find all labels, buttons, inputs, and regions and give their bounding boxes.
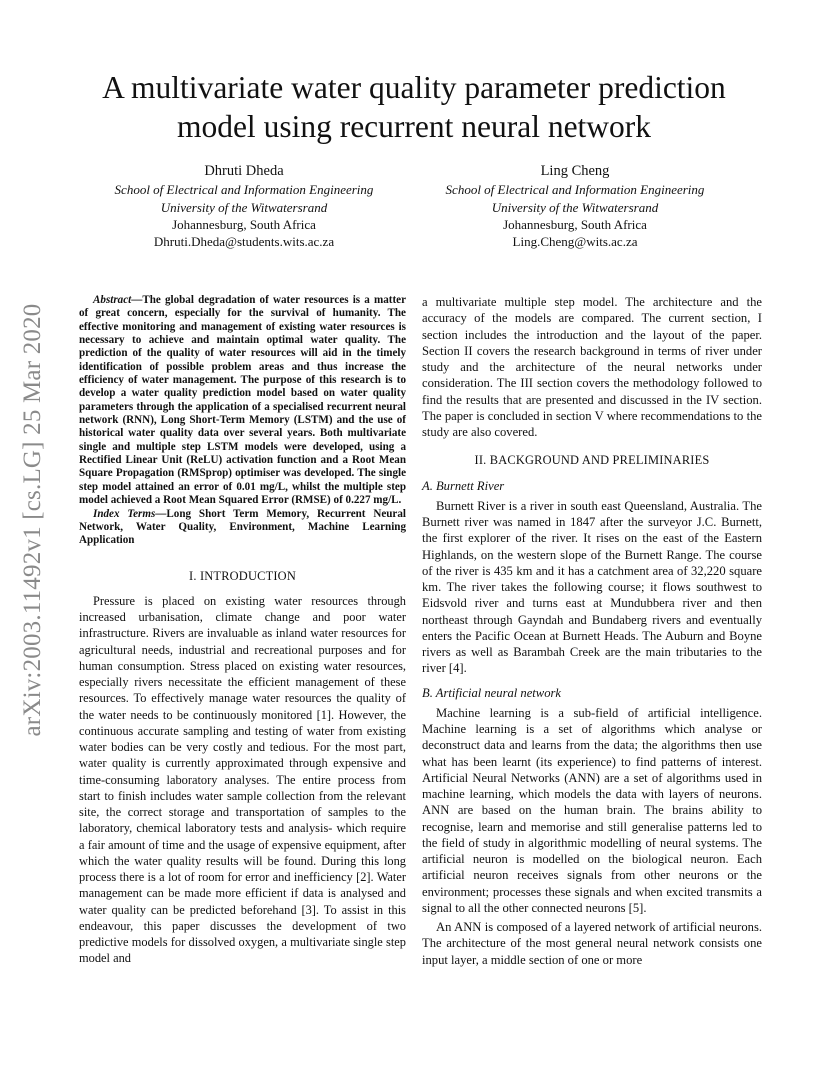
intro-paragraph-continued: a multivariate multiple step model. The architecture and the accuracy of the models are compared. The current section, I section includes the introduction and the layout of the paper. Section II covers the research background in terms of river under study and the architecture of the neural networks under consideration. The III section covers the methodology followed to find the results that are presented and discussed in the IV section. The paper is concluded in section V where recommendations to the study are also covered. — [422, 295, 762, 439]
subsection-heading-burnett-river: A. Burnett River — [422, 478, 505, 493]
section-heading-introduction: I. INTRODUCTION — [189, 568, 296, 583]
intro-paragraph-1: Pressure is placed on existing water resources through increased urbanisation, climate change and poor water infrastructure. Rivers are invaluable as inland water resources for agricultural needs, industrial and recreational purposes and for human consumption. Stress placed on existing water resources, especially rivers necessitate the efficient management of these resources. To effectively manage water resources the quality of the water needs to be continuously monitored [1]. However, the continuous accurate sampling and testing of water from existing water bodies can be very costly and tedious. For the most part, water quality is currently approximated through expensive and time-consuming laboratory analyses. The entire process from start to finish includes water sample collection from the relevant site, the correct storage and transportation of samples to the laboratory, chemical laboratory tests and analysis- which require a fair amount of time and the usage of expensive equipment, after which the water quality results will be found. During this long process there is a lot of room for error and inefficiency [2]. Water management can be made more efficient if data is analysed and water quality can be predicted beforehand [3]. To assist in this endeavour, this paper discusses the development of two predictive models for dissolved oxygen, a multivariate single step model and — [79, 593, 406, 966]
index-terms — [79, 508, 406, 548]
author-block-1 — [74, 163, 414, 250]
section-heading-background: II. BACKGROUND AND PRELIMINARIES — [474, 453, 710, 468]
index-terms-label: Index Terms — [93, 507, 156, 520]
author-university: University of the Witwatersrand — [491, 199, 659, 215]
author-name: Dhruti Dheda — [204, 163, 284, 179]
ann-paragraph-1: Machine learning is a sub-field of artificial intelligence. Machine learning is a set of algorithms which analyse or deconstruct data and learns from the data; the algorithms then use what has been learnt (its experience) to find patterns of interest. Artificial Neural Networks (ANN) are a set of algorithms used in machine learning, which models the data with layers of neurons. ANN are based on the human brain. The brains ability to recognise, learn and memorise and still generalise patterns led to the field of study in algorithmic modelling of neural systems. The artificial neuron is modelled on the biological neuron. Each artificial neuron receives signals from other neurons or the environment; processes these signals and when excited transmits a signal to all the other connected neurons [5]. — [422, 705, 762, 915]
left-column — [79, 294, 406, 967]
index-terms-text: —Long Short Term Memory, Recurrent Neural Network, Water Quality, Environment, Machine Learning Application — [79, 507, 406, 547]
author-university: University of the Witwatersrand — [160, 199, 328, 215]
subsection-heading-ann: B. Artificial neural network — [422, 685, 561, 700]
right-column — [422, 294, 762, 968]
title-line-2: model using recurrent neural network — [176, 109, 652, 144]
arxiv-side-stamp: arXiv:2003.11492v1 [cs.LG] 25 Mar 2020 — [19, 303, 46, 737]
author-email[interactable]: Ling.Cheng@wits.ac.za — [512, 234, 638, 250]
abstract-text: —The global degradation of water resources is a matter of great concern, especially for the survival of humanity. The effective monitoring and management of existing water resources is necessary to achieve and maintain optimal water quality. The prediction of the quality of water resources will aid in the timely identification of possible problem areas and thus increase the efficiency of water management. The purpose of this research is to develop a water quality prediction model based on water quality parameters through the application of a specialised recurrent neural network (RNN), Long Short-Term Memory (LSTM) and the use of historical water quality data over several years. Both multivariate single and multiple step LSTM models were developed, using a Rectified Linear Unit (ReLU) activation function and a Root Mean Square Propagation (RMSprop) optimiser was developed. The single step model attained an error of 0.01 mg/L, whilst the multiple step model achieved a Root Mean Squared Error (RMSE) of 0.227 mg/L. — [79, 294, 406, 507]
author-block-2 — [405, 163, 745, 250]
author-name: Ling Cheng — [540, 163, 610, 179]
ann-paragraph-2: An ANN is composed of a layered network of artificial neurons. The architecture of the most general neural network consists one input layer, a middle section of one or more — [422, 920, 762, 967]
author-email[interactable]: Dhruti.Dheda@students.wits.ac.za — [153, 234, 335, 250]
author-affiliation: School of Electrical and Information Engineering — [114, 182, 374, 198]
author-affiliation: School of Electrical and Information Engineering — [445, 182, 705, 198]
author-location: Johannesburg, South Africa — [503, 216, 647, 232]
abstract-label: Abstract — [93, 294, 132, 306]
burnett-paragraph: Burnett River is a river in south east Queensland, Australia. The Burnett river was named in 1847 after the surveyor J.C. Burnett, the first explorer of the river. It rises on the east of the Eastern Highlands, on the western slope of the Burnett Range. The course of the river is 435 km and it has a catchment area of 32,220 square km. The river takes the following course; it flows southwest to Eidsvold river and turns east at Mundubbera river and then northeast through Gayndah and Bundaberg rivers and eventually enters the Pacific Ocean at Burnett Heads. The Auburn and Boyne rivers as well as Barambah Creek are the main tributaries to the river [4]. — [422, 498, 762, 676]
paper-title — [60, 68, 768, 146]
author-location: Johannesburg, South Africa — [172, 216, 316, 232]
title-line-1: A multivariate water quality parameter prediction — [102, 70, 726, 105]
abstract — [79, 294, 406, 508]
